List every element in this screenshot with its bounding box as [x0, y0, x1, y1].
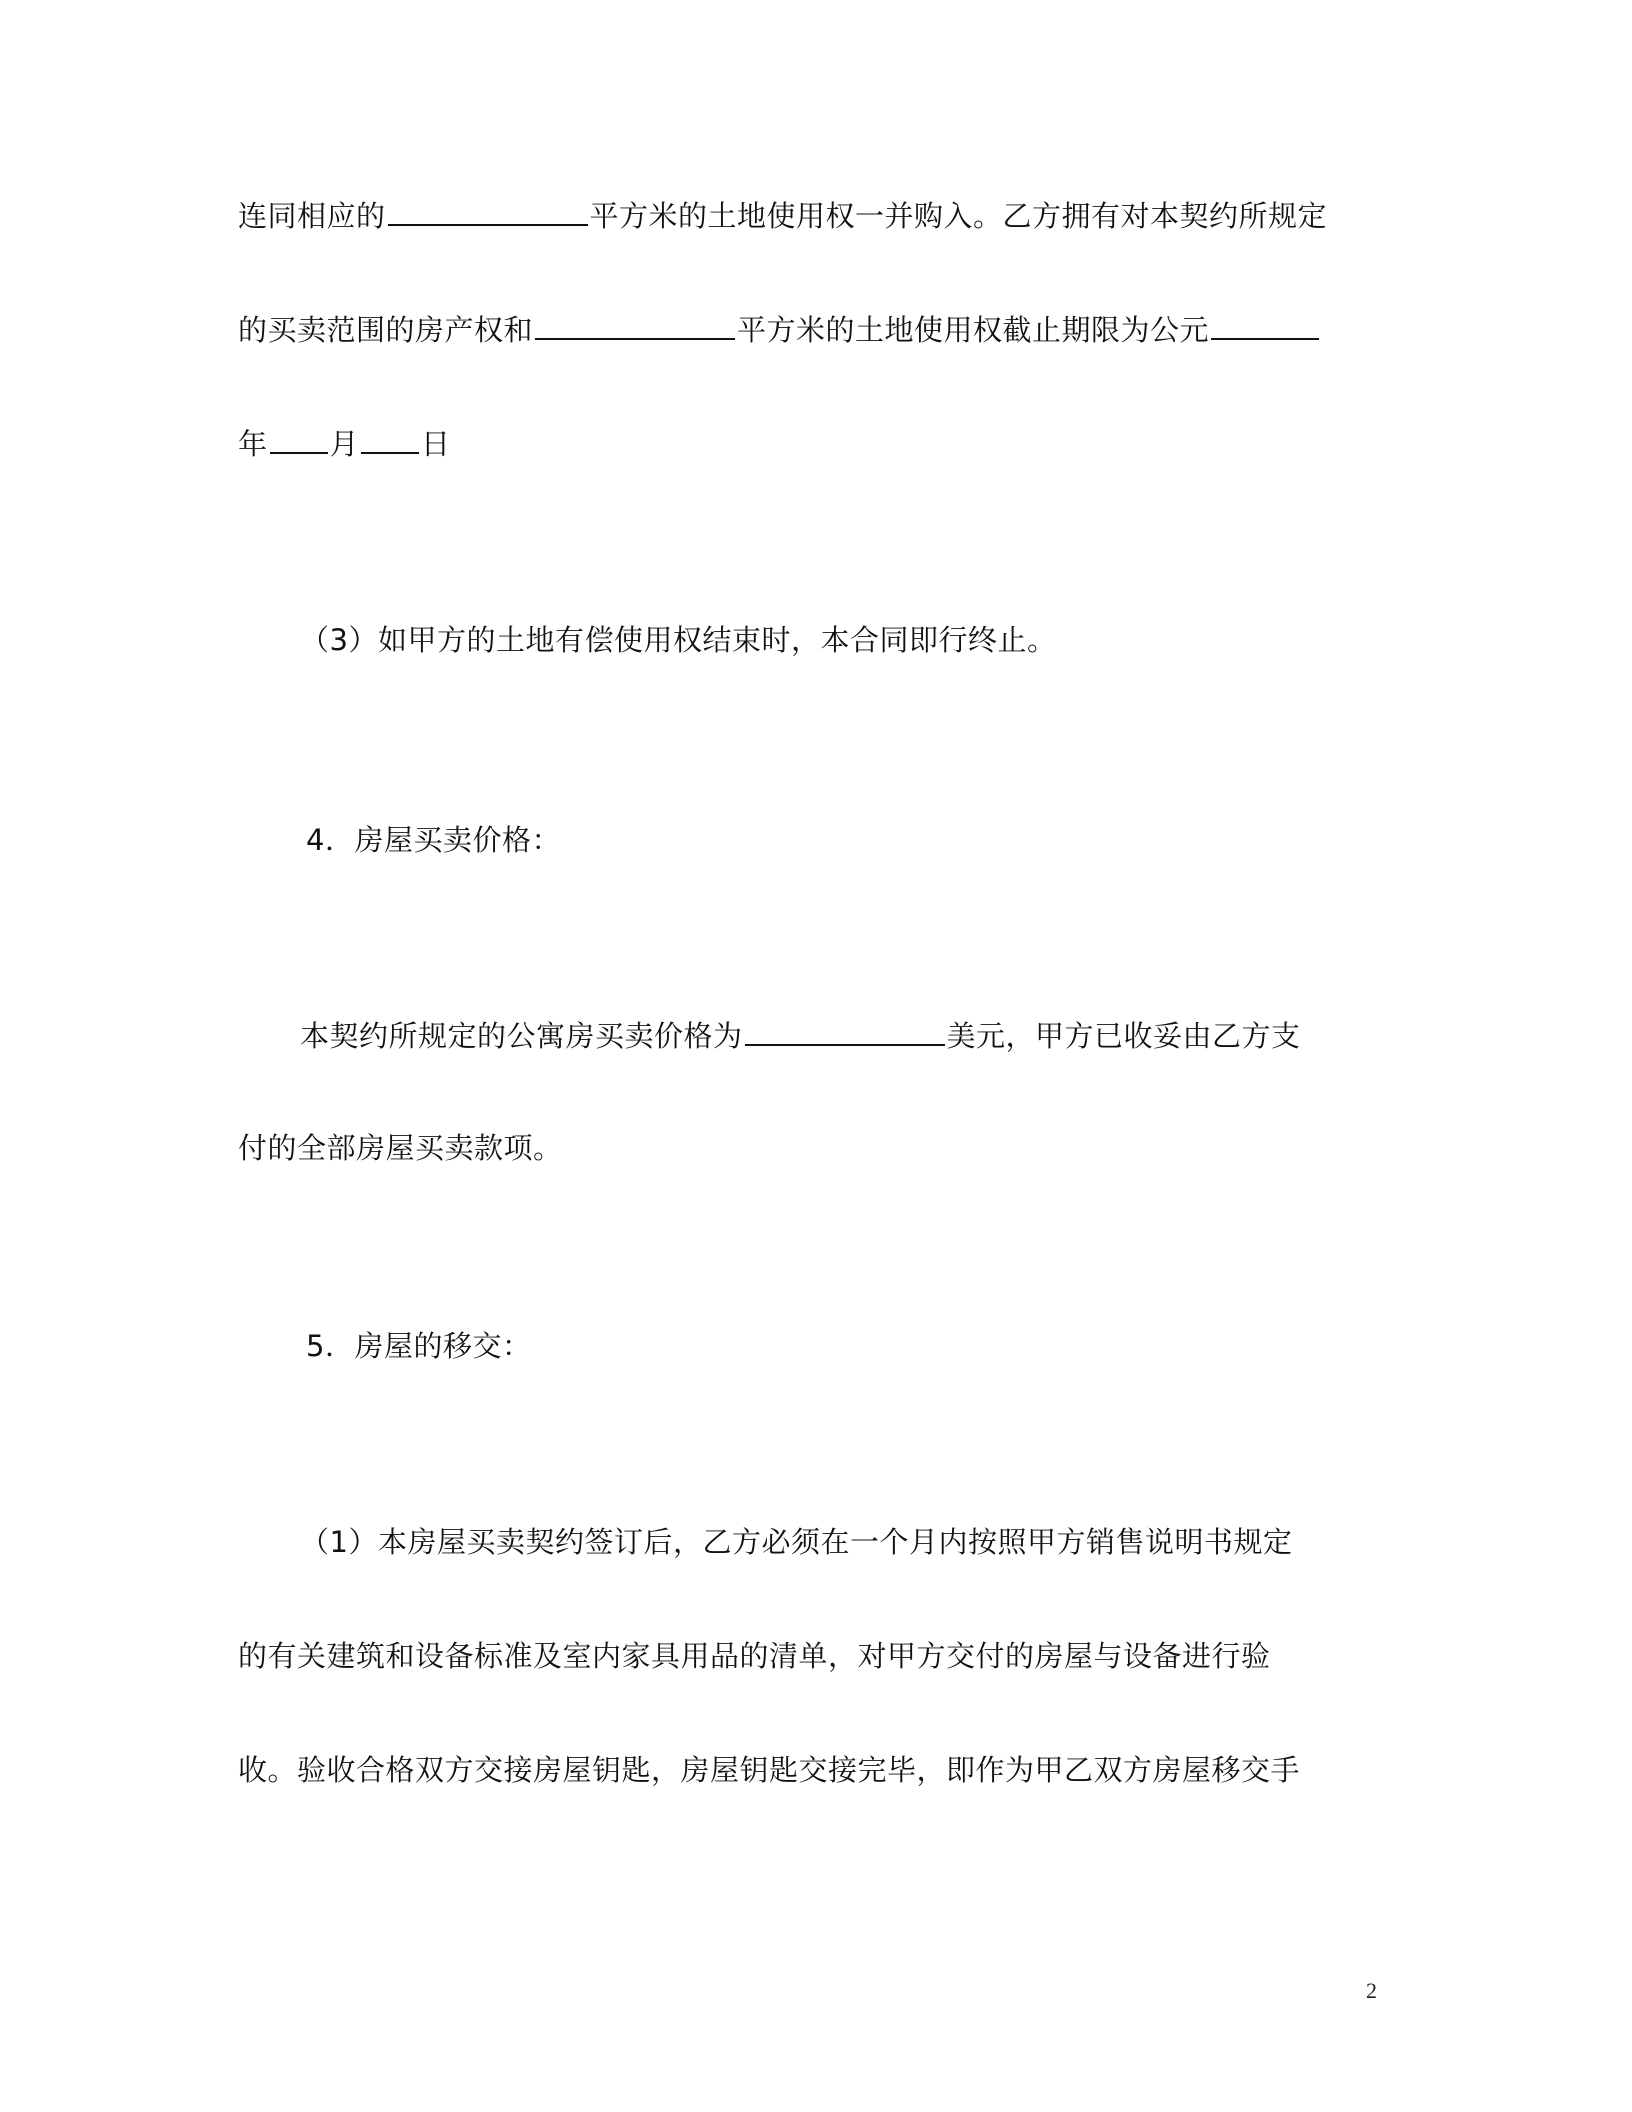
text-segment: 付的全部房屋买卖款项。: [238, 1131, 563, 1165]
text-segment: 平方米的土地使用权一并购入。乙方拥有对本契约所规定: [589, 199, 1328, 233]
fill-in-blank-area: [388, 194, 588, 226]
text-line-8: [306, 1326, 531, 1366]
page-number: 2: [1366, 1978, 1377, 2003]
fill-in-blank-year: [1211, 308, 1319, 340]
text-segment: 美元，甲方已收妥由乙方支: [946, 1019, 1301, 1053]
text-segment: 平方米的土地使用权截止期限为公元: [737, 313, 1210, 347]
text-line-2: [238, 308, 1321, 350]
text-segment: 连同相应的: [238, 199, 386, 233]
clause-5-1: （1）本房屋买卖契约签订后，乙方必须在一个月内按照甲方销售说明书规定: [300, 1525, 1293, 1559]
text-segment: 本契约所规定的公寓房买卖价格为: [300, 1019, 743, 1053]
clause-3-3: （3）如甲方的土地有偿使用权结束时，本合同即行终止。: [300, 623, 1057, 657]
text-line-1: [238, 194, 1327, 236]
text-segment: 月: [329, 427, 360, 461]
text-line-10: [238, 1636, 1271, 1676]
text-line-4: [300, 620, 1056, 660]
section-heading-4: 4．房屋买卖价格：: [306, 823, 561, 857]
text-line-3: [238, 422, 451, 464]
section-heading-5: 5．房屋的移交：: [306, 1329, 532, 1363]
text-segment: 日: [421, 427, 451, 461]
text-segment: 的买卖范围的房产权和: [238, 313, 534, 347]
text-segment: 收。验收合格双方交接房屋钥匙，房屋钥匙交接完毕，即作为甲乙双方房屋移交手: [238, 1753, 1301, 1787]
text-line-6: [300, 1014, 1301, 1056]
fill-in-blank-price: [745, 1014, 945, 1046]
text-segment: 年: [238, 427, 268, 461]
fill-in-blank-month: [361, 422, 419, 454]
fill-in-blank-year: [270, 422, 328, 454]
fill-in-blank-area: [535, 308, 735, 340]
text-line-5: [306, 820, 561, 860]
text-line-9: [300, 1522, 1292, 1562]
text-line-11: [238, 1750, 1300, 1790]
text-line-7: [238, 1128, 563, 1168]
text-segment: 的有关建筑和设备标准及室内家具用品的清单，对甲方交付的房屋与设备进行验: [238, 1639, 1271, 1673]
